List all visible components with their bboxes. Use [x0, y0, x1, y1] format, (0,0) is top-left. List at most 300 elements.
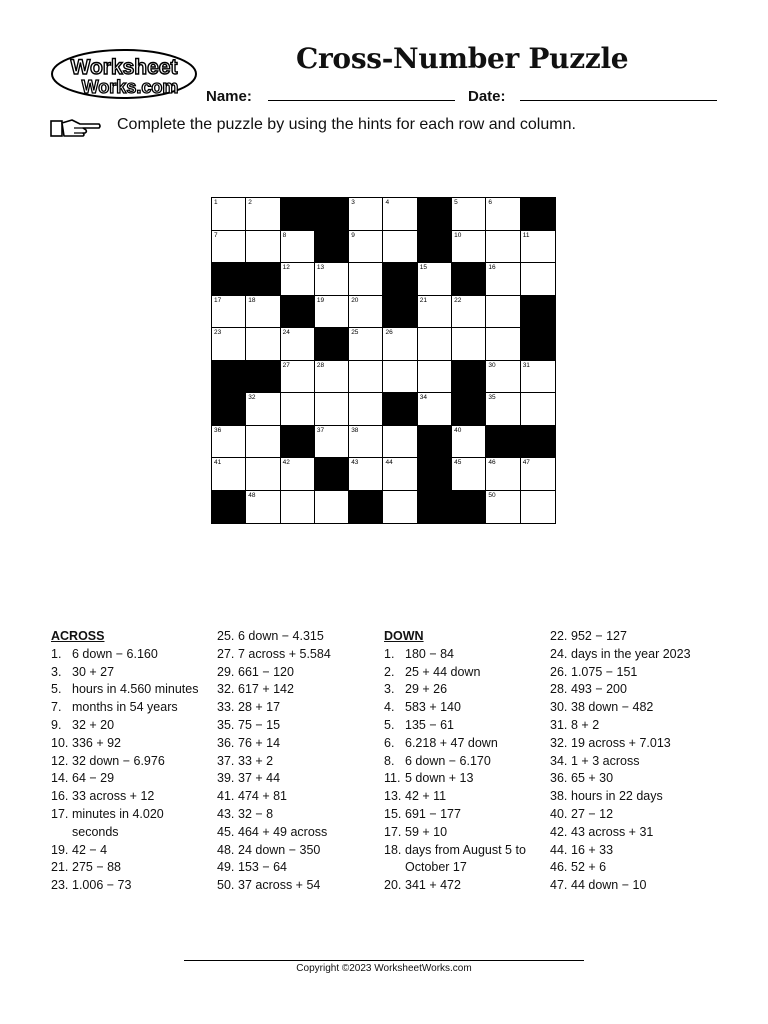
- grid-cell[interactable]: [246, 458, 280, 491]
- clue-text: 6 down − 4.315: [238, 629, 324, 643]
- clue-number: 12.: [51, 753, 69, 768]
- clue-text: days in the year 2023: [571, 646, 691, 661]
- clue-text: hours in 22 days: [571, 789, 663, 804]
- grid-cell-black: [281, 426, 315, 459]
- grid-cell-black: [521, 328, 555, 361]
- grid-cell-black: [486, 426, 520, 459]
- clue-number: 10.: [51, 735, 69, 750]
- clue-item: [550, 859, 730, 877]
- clue-item: [550, 806, 730, 824]
- grid-cell[interactable]: [349, 263, 383, 296]
- clue-number: 24.: [550, 646, 568, 661]
- grid-cell[interactable]: [212, 198, 246, 231]
- clue-number: 17.: [51, 806, 69, 821]
- clue-item: [384, 681, 532, 699]
- clue-number: 31.: [550, 717, 568, 732]
- clue-number: 38.: [550, 789, 568, 804]
- clue-text: 43 across + 31: [571, 824, 654, 839]
- clue-item: [217, 646, 377, 664]
- clue-number: 3.: [51, 664, 62, 679]
- grid-cell-black: [315, 198, 349, 231]
- grid-cell[interactable]: [521, 491, 555, 524]
- clue-number: 2.: [384, 664, 395, 679]
- grid-cell[interactable]: [486, 198, 520, 231]
- cell-number: 44: [385, 459, 393, 466]
- grid-cell[interactable]: [383, 458, 417, 491]
- clue-number: 30.: [550, 700, 568, 715]
- grid-cell[interactable]: [452, 458, 486, 491]
- grid-cell[interactable]: [452, 328, 486, 361]
- clue-text: 1 + 3 across: [571, 753, 640, 768]
- grid-cell-black: [383, 296, 417, 329]
- clue-item: [51, 699, 211, 717]
- clue-number: 20.: [384, 878, 402, 893]
- clue-item: [217, 859, 377, 877]
- cell-number: 1: [214, 199, 218, 206]
- clue-number: 25.: [217, 629, 235, 643]
- grid-cell[interactable]: [246, 198, 280, 231]
- grid-cell[interactable]: [521, 231, 555, 264]
- clue-item: [51, 664, 211, 682]
- grid-cell-black: [212, 491, 246, 524]
- grid-cell[interactable]: [212, 231, 246, 264]
- grid-cell[interactable]: [349, 198, 383, 231]
- grid-cell[interactable]: [349, 328, 383, 361]
- clue-text: 691 − 177: [405, 806, 461, 821]
- grid-cell[interactable]: [281, 328, 315, 361]
- clue-item: [51, 717, 211, 735]
- grid-cell[interactable]: [486, 231, 520, 264]
- clue-text: 44 down − 10: [571, 878, 647, 893]
- clue-item: [384, 664, 532, 682]
- date-label: Date:: [468, 88, 506, 105]
- grid-cell[interactable]: [349, 231, 383, 264]
- clue-number: 34.: [550, 753, 568, 768]
- clue-number: 6.: [384, 735, 395, 750]
- grid-cell-black: [452, 491, 486, 524]
- cell-number: 40: [454, 426, 462, 434]
- grid-cell[interactable]: [521, 361, 555, 394]
- grid-cell[interactable]: [452, 426, 486, 459]
- cell-number: 17: [214, 296, 222, 304]
- copyright-text: Copyright ©2023 WorksheetWorks.com: [296, 963, 472, 974]
- clue-item: [384, 842, 532, 878]
- clue-item: [217, 806, 377, 824]
- clue-text: 28 + 17: [238, 700, 281, 715]
- clue-text: 7 across + 5.584: [238, 646, 331, 661]
- cell-number: 45: [454, 459, 462, 466]
- clue-text: 29 + 26: [405, 682, 448, 697]
- clue-text: 75 − 15: [238, 717, 281, 732]
- cell-number: 48: [248, 491, 256, 499]
- clue-text: minutes in 4.020 seconds: [72, 806, 164, 839]
- grid-cell-black: [246, 263, 280, 296]
- clue-number: 35.: [217, 717, 235, 732]
- grid-cell[interactable]: [315, 393, 349, 426]
- clue-number: 7.: [51, 700, 62, 715]
- grid-cell[interactable]: [349, 296, 383, 329]
- clue-item: [550, 842, 730, 860]
- clue-number: 36.: [550, 771, 568, 786]
- clue-number: 27.: [217, 646, 235, 661]
- clue-number: 13.: [384, 789, 402, 804]
- cell-number: 4: [385, 199, 390, 206]
- cell-number: 25: [351, 329, 359, 336]
- clue-text: 37 across + 54: [238, 878, 321, 893]
- cell-number: 39: [419, 426, 428, 434]
- clue-text: days from August 5 to October 17: [405, 842, 526, 875]
- clue-item: [550, 788, 730, 806]
- grid-cell[interactable]: [212, 458, 246, 491]
- clue-text: 25 + 44 down: [405, 664, 481, 679]
- clue-number: 42.: [550, 824, 568, 839]
- clue-item: [550, 646, 730, 664]
- down-heading: DOWN: [384, 629, 424, 643]
- clue-column-4: [550, 628, 730, 895]
- grid-cell[interactable]: [349, 426, 383, 459]
- clue-text: 19 across + 7.013: [571, 735, 671, 750]
- clue-text: 64 − 29: [72, 771, 115, 786]
- clue-item: [217, 717, 377, 735]
- clue-column-1: [51, 628, 211, 895]
- grid-cell[interactable]: [246, 426, 280, 459]
- clue-text: 1.006 − 73: [72, 878, 132, 893]
- clue-number: 5.: [384, 717, 395, 732]
- clue-number: 45.: [217, 824, 235, 839]
- clue-text: 1.075 − 151: [571, 664, 638, 679]
- clue-item: [217, 735, 377, 753]
- grid-cell[interactable]: [349, 458, 383, 491]
- grid-cell-black: [418, 198, 452, 231]
- clue-number: 47.: [550, 878, 568, 893]
- grid-cell[interactable]: [486, 491, 520, 524]
- clue-item: [384, 646, 532, 664]
- grid-cell[interactable]: [246, 491, 280, 524]
- page-title: Cross-Number Puzzle: [296, 42, 629, 75]
- grid-cell[interactable]: [452, 296, 486, 329]
- clue-item: [217, 877, 377, 895]
- clue-number: 21.: [51, 860, 69, 875]
- cell-number: 38: [351, 426, 359, 434]
- cell-number: 46: [488, 459, 496, 466]
- grid-cell[interactable]: [383, 426, 417, 459]
- grid-cell-black: [212, 263, 246, 296]
- grid-cell-black: [452, 393, 486, 426]
- grid-cell-black: [521, 426, 555, 459]
- clue-text: 474 + 81: [238, 789, 288, 804]
- clue-number: 46.: [550, 860, 568, 875]
- logo-text-line1: Worksheet: [70, 56, 178, 79]
- grid-cell[interactable]: [315, 361, 349, 394]
- cell-number: 26: [385, 329, 393, 336]
- clue-item: [51, 842, 211, 860]
- cell-number: 27: [282, 361, 290, 369]
- worksheetworks-logo: [50, 48, 198, 100]
- clue-item: [384, 699, 532, 717]
- clue-text: 76 + 14: [238, 735, 281, 750]
- grid-cell[interactable]: [418, 361, 452, 394]
- clue-text: 6 down − 6.170: [405, 753, 491, 768]
- cell-number: 19: [316, 296, 325, 304]
- grid-cell[interactable]: [212, 328, 246, 361]
- cell-number: 6: [488, 199, 493, 206]
- cell-number: 41: [214, 459, 222, 466]
- clue-number: 8.: [384, 753, 395, 768]
- grid-cell[interactable]: [349, 393, 383, 426]
- grid-cell[interactable]: [246, 393, 280, 426]
- clue-number: 37.: [217, 753, 235, 768]
- clue-text: 37 + 44: [238, 771, 281, 786]
- grid-cell[interactable]: [383, 198, 417, 231]
- cell-number: 7: [214, 231, 218, 239]
- grid-cell[interactable]: [383, 231, 417, 264]
- pointing-hand-icon: [50, 116, 102, 140]
- cell-number: 10: [454, 231, 462, 239]
- cell-number: 43: [351, 459, 359, 466]
- grid-cell[interactable]: [486, 263, 520, 296]
- grid-cell[interactable]: [281, 393, 315, 426]
- grid-cell-black: [246, 361, 280, 394]
- clue-text: 583 + 140: [405, 700, 461, 715]
- clue-item: [550, 664, 730, 682]
- clue-text: 153 − 64: [238, 860, 288, 875]
- grid-cell[interactable]: [418, 263, 452, 296]
- cell-number: 22: [454, 296, 462, 304]
- clue-number: 36.: [217, 735, 235, 750]
- grid-cell[interactable]: [212, 426, 246, 459]
- puzzle-grid: [211, 197, 556, 524]
- cell-number: 47: [522, 459, 530, 466]
- clue-number: 41.: [217, 789, 235, 804]
- clue-item: [384, 806, 532, 824]
- cell-number: 50: [488, 491, 496, 499]
- grid-cell-black: [212, 393, 246, 426]
- grid-cell-black: [521, 198, 555, 231]
- clue-number: 15.: [384, 806, 402, 821]
- clue-text: 42 − 4: [72, 842, 108, 857]
- clue-number: 5.: [51, 682, 62, 697]
- clue-number: 1.: [51, 646, 62, 661]
- grid-cell[interactable]: [383, 361, 417, 394]
- clue-text: 32 − 8: [238, 806, 274, 821]
- cell-number: 18: [248, 296, 256, 304]
- clue-item: [550, 877, 730, 895]
- grid-cell-black: [418, 458, 452, 491]
- grid-cell[interactable]: [486, 296, 520, 329]
- clue-number: 50.: [217, 878, 235, 893]
- across-heading: ACROSS: [51, 629, 105, 643]
- name-label: Name:: [206, 88, 252, 105]
- clue-item: [217, 628, 377, 646]
- clue-text: 33 + 2: [238, 753, 274, 768]
- grid-cell-black: [521, 296, 555, 329]
- clue-item: [550, 824, 730, 842]
- grid-cell[interactable]: [281, 361, 315, 394]
- cell-number: 33: [385, 394, 393, 401]
- cell-number: 3: [351, 199, 355, 206]
- grid-cell[interactable]: [418, 393, 452, 426]
- clue-number: 32.: [550, 735, 568, 750]
- cell-number: 13: [316, 264, 325, 271]
- clue-item: [51, 770, 211, 788]
- clue-item: [51, 788, 211, 806]
- grid-cell-black: [315, 328, 349, 361]
- cell-number: 5: [454, 199, 458, 206]
- footer-divider: [184, 960, 584, 961]
- clue-text: 32 down − 6.976: [72, 753, 165, 768]
- clue-item: [217, 824, 377, 842]
- clue-number: 18.: [384, 842, 402, 857]
- clue-text: 661 − 120: [238, 664, 294, 679]
- clue-item: [51, 753, 211, 771]
- clue-item: [550, 699, 730, 717]
- grid-cell[interactable]: [486, 361, 520, 394]
- clue-number: 39.: [217, 771, 235, 786]
- clue-item: [384, 788, 532, 806]
- clue-text: months in 54 years: [72, 700, 178, 715]
- cell-number: 11: [522, 231, 530, 239]
- clue-item: [217, 699, 377, 717]
- cell-number: 23: [214, 329, 222, 336]
- grid-cell[interactable]: [383, 328, 417, 361]
- clue-number: 48.: [217, 842, 235, 857]
- clue-item: [51, 877, 211, 895]
- cell-number: 32: [248, 394, 256, 401]
- clue-text: 52 + 6: [571, 860, 607, 875]
- clue-number: 29.: [217, 664, 235, 679]
- cell-number: 21: [419, 296, 428, 304]
- clue-item: [217, 664, 377, 682]
- grid-cell[interactable]: [315, 491, 349, 524]
- clue-item: [51, 735, 211, 753]
- clue-text: 38 down − 482: [571, 700, 654, 715]
- grid-cell[interactable]: [246, 231, 280, 264]
- clue-number: 4.: [384, 700, 395, 715]
- cell-number: 30: [488, 361, 496, 369]
- grid-cell[interactable]: [486, 458, 520, 491]
- cell-number: 16: [488, 264, 496, 271]
- clue-text: 8 + 2: [571, 717, 600, 732]
- name-field[interactable]: [268, 100, 455, 101]
- clue-item: [550, 753, 730, 771]
- grid-cell[interactable]: [521, 263, 555, 296]
- grid-cell[interactable]: [315, 263, 349, 296]
- clue-item: [217, 681, 377, 699]
- clue-number: 9.: [51, 717, 62, 732]
- grid-cell[interactable]: [418, 328, 452, 361]
- clue-text: 33 across + 12: [72, 789, 155, 804]
- clue-text: hours in 4.560 minutes: [72, 682, 199, 697]
- cell-number: 31: [522, 361, 530, 369]
- cell-number: 12: [282, 264, 290, 271]
- clue-number: 40.: [550, 806, 568, 821]
- clue-text: 952 − 127: [571, 629, 627, 643]
- clue-text: 5 down + 13: [405, 771, 474, 786]
- clue-number: 43.: [217, 806, 235, 821]
- grid-cell-black: [418, 231, 452, 264]
- cell-number: 37: [316, 426, 325, 434]
- clue-item: [51, 681, 211, 699]
- grid-cell[interactable]: [349, 361, 383, 394]
- grid-cell-black: [383, 393, 417, 426]
- clue-text: 32 + 20: [72, 717, 115, 732]
- clue-text: 16 + 33: [571, 842, 614, 857]
- clue-number: 32.: [217, 682, 235, 697]
- clue-number: 1.: [384, 646, 395, 661]
- grid-cell-black: [315, 231, 349, 264]
- grid-cell[interactable]: [212, 296, 246, 329]
- grid-cell-black: [281, 198, 315, 231]
- clue-text: 59 + 10: [405, 824, 448, 839]
- cell-number: 2: [248, 199, 252, 206]
- grid-cell[interactable]: [281, 458, 315, 491]
- clue-text: 341 + 472: [405, 878, 461, 893]
- grid-cell[interactable]: [315, 426, 349, 459]
- cell-number: 20: [351, 296, 359, 304]
- clue-text: 275 − 88: [72, 860, 122, 875]
- grid-cell[interactable]: [486, 393, 520, 426]
- clue-item: [550, 681, 730, 699]
- clue-number: 23.: [51, 878, 69, 893]
- grid-cell[interactable]: [452, 231, 486, 264]
- clue-item: [384, 753, 532, 771]
- grid-cell[interactable]: [315, 296, 349, 329]
- grid-cell[interactable]: [281, 491, 315, 524]
- cell-number: 36: [214, 426, 222, 434]
- clue-text: 24 down − 350: [238, 842, 321, 857]
- clue-number: 44.: [550, 842, 568, 857]
- clue-text: 135 − 61: [405, 717, 455, 732]
- cell-number: 29: [454, 361, 462, 369]
- clue-item: [384, 717, 532, 735]
- cell-number: 28: [316, 361, 325, 369]
- grid-cell[interactable]: [246, 328, 280, 361]
- grid-cell[interactable]: [281, 263, 315, 296]
- clue-item: [550, 770, 730, 788]
- clue-text: 6 down − 6.160: [72, 646, 158, 661]
- grid-cell[interactable]: [486, 328, 520, 361]
- cell-number: 24: [282, 329, 290, 336]
- grid-cell[interactable]: [246, 296, 280, 329]
- clue-number: 28.: [550, 682, 568, 697]
- grid-cell-black: [452, 263, 486, 296]
- grid-cell[interactable]: [281, 231, 315, 264]
- grid-cell[interactable]: [418, 296, 452, 329]
- grid-cell[interactable]: [383, 491, 417, 524]
- grid-cell-black: [212, 361, 246, 394]
- grid-cell-black: [418, 426, 452, 459]
- clue-column-2: [217, 628, 377, 895]
- clue-item: [550, 717, 730, 735]
- clue-text: 42 + 11: [405, 789, 447, 804]
- clue-number: 19.: [51, 842, 69, 857]
- grid-cell[interactable]: [452, 198, 486, 231]
- clue-item: [384, 877, 532, 895]
- grid-cell[interactable]: [521, 393, 555, 426]
- clue-text: 493 − 200: [571, 682, 627, 697]
- clue-number: 17.: [384, 824, 402, 839]
- clue-text: 336 + 92: [72, 735, 122, 750]
- cell-number: 14: [385, 264, 393, 271]
- grid-cell[interactable]: [521, 458, 555, 491]
- clue-text: 6.218 + 47 down: [405, 735, 498, 750]
- clue-item: [384, 824, 532, 842]
- clue-number: 3.: [384, 682, 395, 697]
- clue-number: 16.: [51, 789, 69, 804]
- clue-item: [217, 788, 377, 806]
- date-field[interactable]: [520, 100, 717, 101]
- cell-number: 35: [488, 394, 496, 401]
